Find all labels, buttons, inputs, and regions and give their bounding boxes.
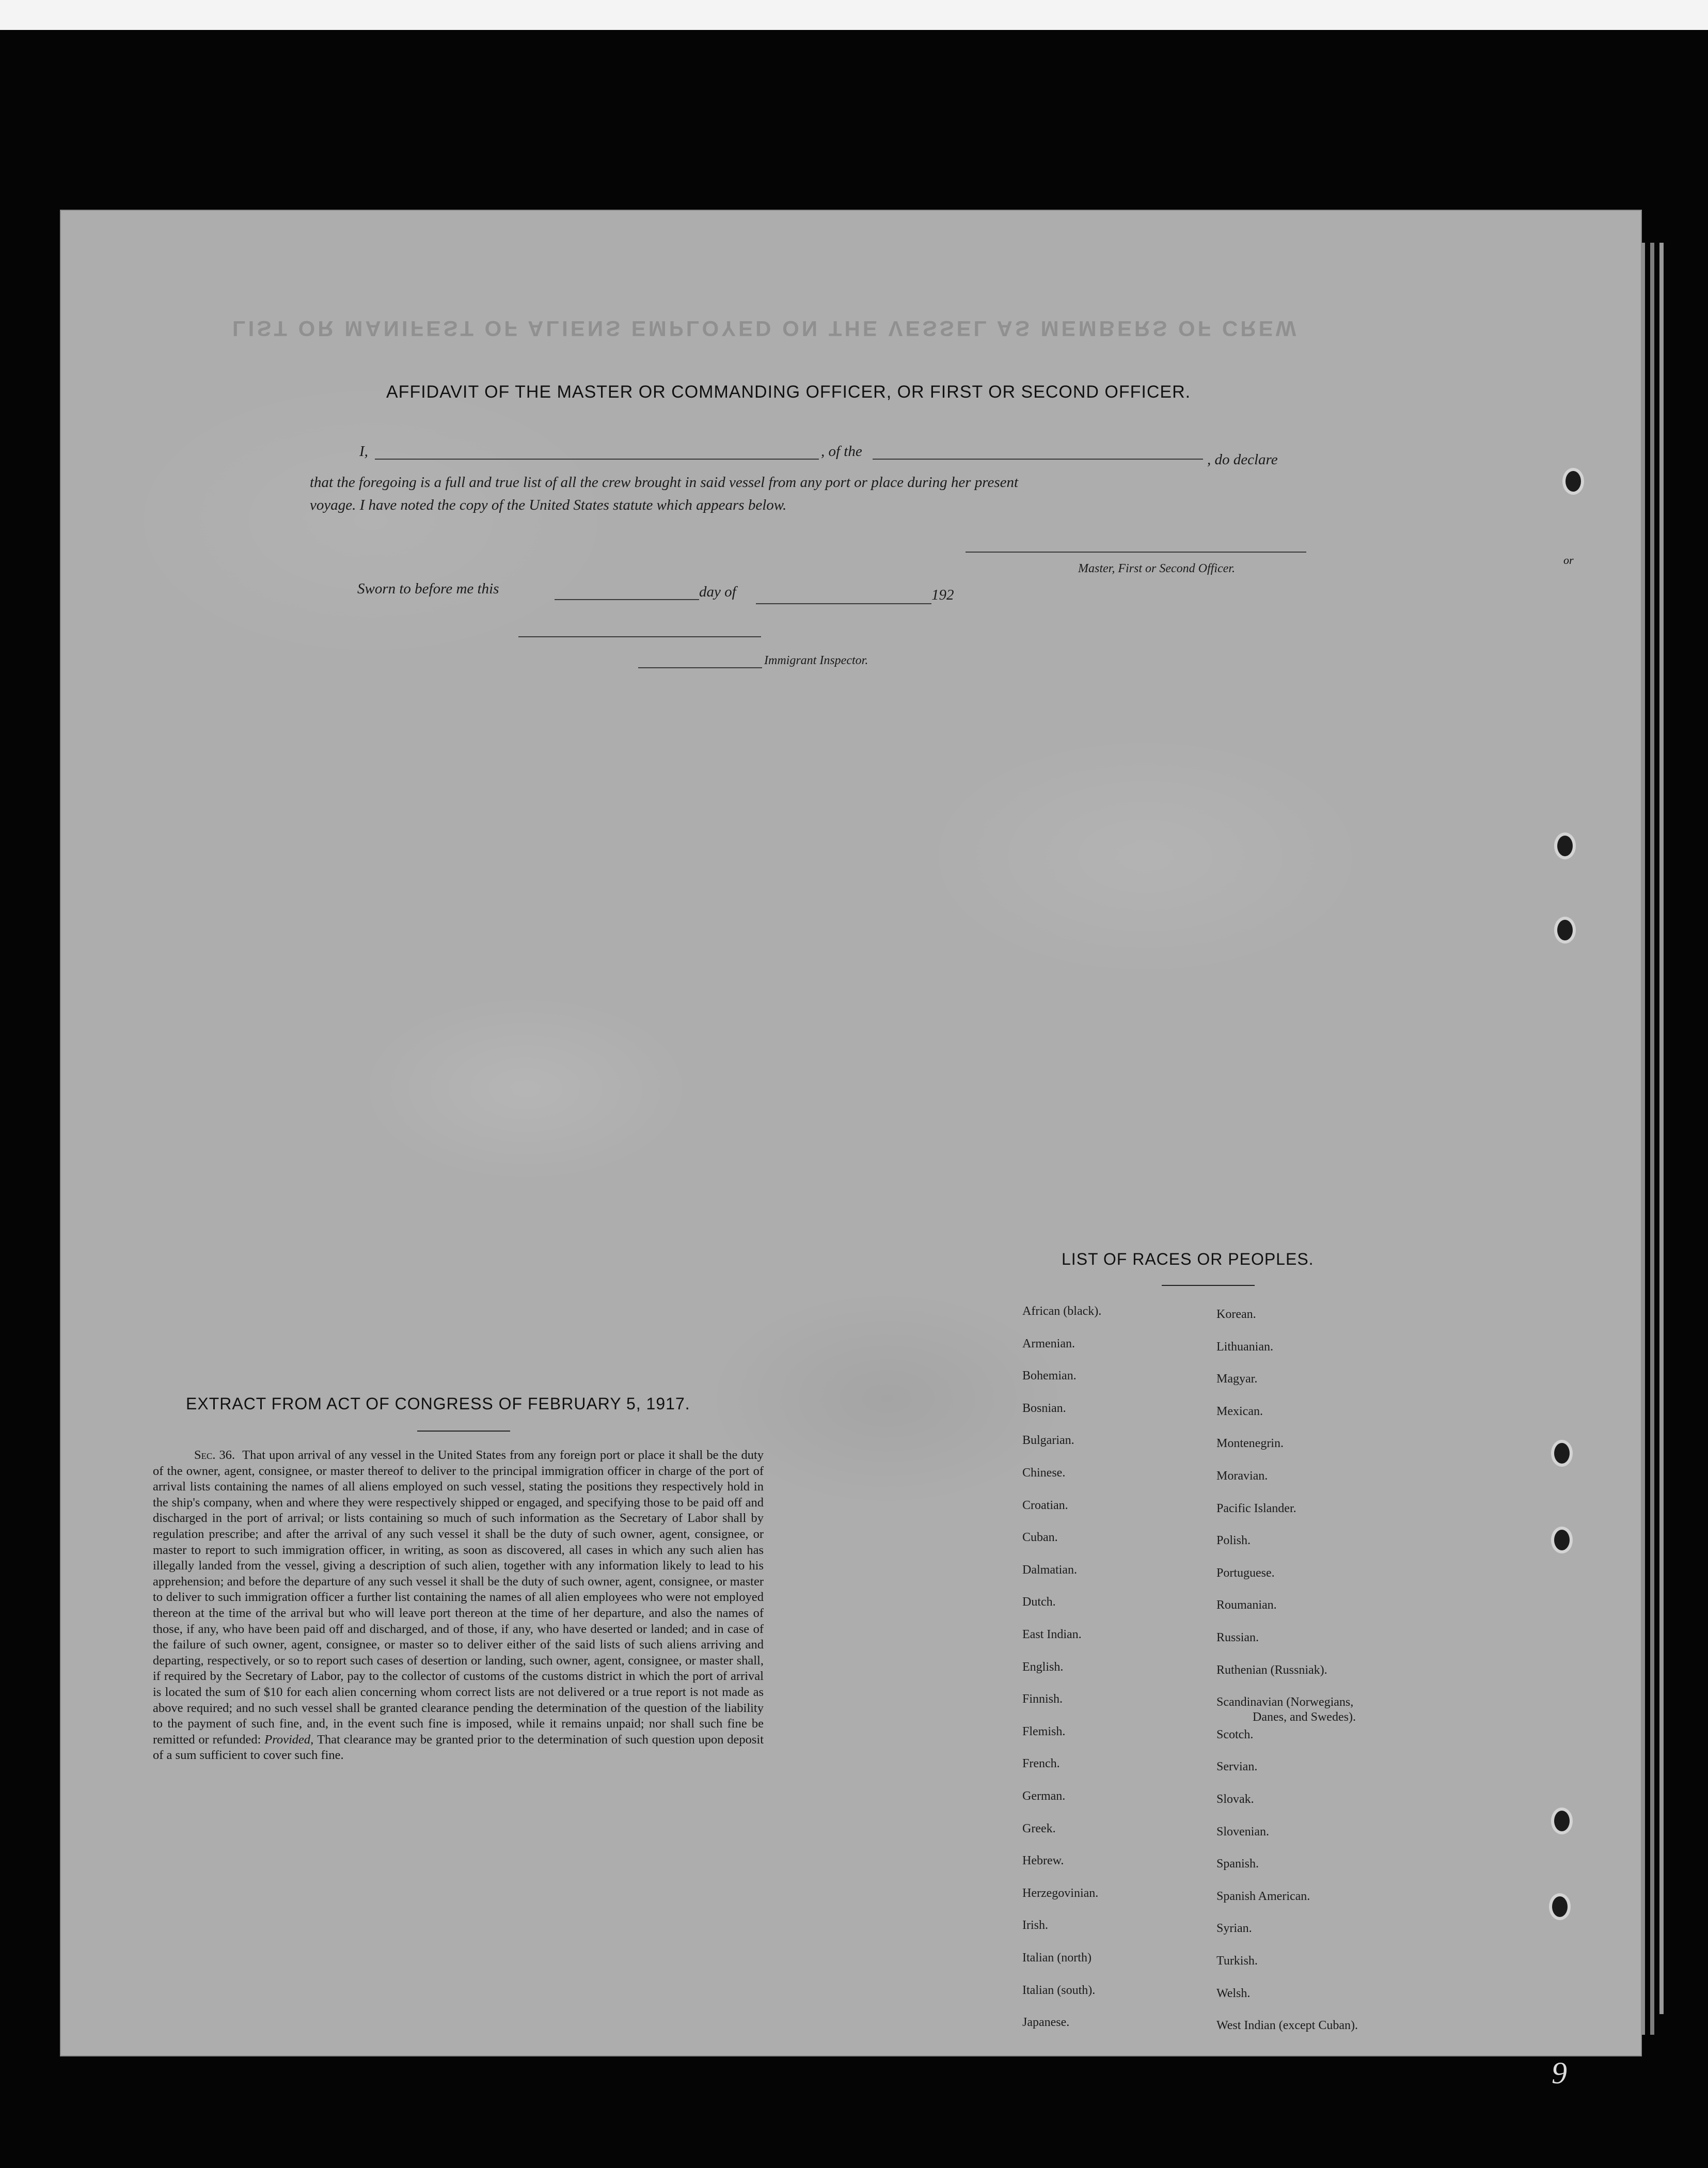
race-item: Welsh. <box>1216 1986 1251 2000</box>
binder-hole-icon <box>1551 1527 1573 1553</box>
race-item: Croatian. <box>1022 1498 1068 1512</box>
race-item: Scotch. <box>1216 1727 1254 1741</box>
race-item: Lithuanian. <box>1216 1340 1273 1354</box>
margin-or-mark: or <box>1563 554 1574 567</box>
vessel-name-line <box>873 459 1203 460</box>
race-item: English. <box>1022 1660 1064 1674</box>
race-item: Spanish. <box>1216 1857 1259 1871</box>
scanner-top-band <box>0 0 1708 30</box>
race-item: African (black). <box>1022 1305 1102 1318</box>
affidavit-declare-label: , do declare <box>1207 451 1278 468</box>
master-caption: Master, First or Second Officer. <box>1078 562 1235 575</box>
race-item: Korean. <box>1216 1308 1256 1321</box>
extract-title-rule <box>417 1431 510 1432</box>
race-item: Russian. <box>1216 1631 1259 1644</box>
race-item: East Indian. <box>1022 1628 1082 1641</box>
affidavit-body-line2: voyage. I have noted the copy of the United States statute which appears below. <box>310 497 787 513</box>
race-item: Italian (south). <box>1022 1983 1096 1997</box>
race-item: French. <box>1022 1757 1060 1771</box>
race-item: Finnish. <box>1022 1692 1063 1706</box>
races-title: LIST OF RACES OR PEOPLES. <box>1062 1250 1314 1268</box>
race-item: Cuban. <box>1022 1531 1058 1545</box>
race-item: Roumanian. <box>1216 1598 1277 1612</box>
master-signature-line <box>966 552 1306 553</box>
race-item: Slovak. <box>1216 1793 1254 1806</box>
race-item: Servian. <box>1216 1760 1258 1774</box>
provided-word: Provided, <box>264 1732 314 1747</box>
race-item: Moravian. <box>1216 1469 1268 1483</box>
race-item: Hebrew. <box>1022 1854 1064 1868</box>
race-item: Japanese. <box>1022 2016 1070 2030</box>
race-item: Bulgarian. <box>1022 1434 1074 1448</box>
race-item: Bohemian. <box>1022 1369 1077 1383</box>
race-item: Dalmatian. <box>1022 1563 1077 1577</box>
day-of-label: day of <box>699 584 736 600</box>
name-signature-line <box>375 459 819 460</box>
race-item: Portuguese. <box>1216 1566 1275 1580</box>
race-item: Montenegrin. <box>1216 1437 1284 1451</box>
year-label: 192 <box>931 587 954 603</box>
race-item: Polish. <box>1216 1534 1251 1548</box>
race-item: Turkish. <box>1216 1954 1258 1968</box>
page-edge <box>1659 243 1664 2014</box>
affidavit-of-the-label: , of the <box>821 443 862 460</box>
race-item: Pacific Islander. <box>1216 1501 1296 1515</box>
race-item: Italian (north) <box>1022 1951 1092 1965</box>
page-edge <box>1650 243 1654 2035</box>
race-item: Chinese. <box>1022 1466 1066 1480</box>
affidavit-i-label: I, <box>359 443 368 460</box>
section-label: Sec. 36. <box>194 1448 235 1462</box>
inspector-caption: Immigrant Inspector. <box>764 654 868 667</box>
sworn-label: Sworn to before me this <box>357 580 499 597</box>
race-item-continuation: Danes, and Swedes). <box>1253 1710 1356 1724</box>
binder-hole-icon <box>1562 468 1584 495</box>
page-number-mark: 9 <box>1552 2056 1567 2090</box>
race-item: Slovenian. <box>1216 1825 1269 1839</box>
race-item: Dutch. <box>1022 1595 1056 1609</box>
race-item: Magyar. <box>1216 1372 1258 1386</box>
race-item: Irish. <box>1022 1919 1048 1933</box>
extract-title: EXTRACT FROM ACT OF CONGRESS OF FEBRUARY 5, 1917. <box>186 1394 690 1413</box>
binder-hole-icon <box>1554 832 1576 859</box>
race-item: Bosnian. <box>1022 1401 1066 1415</box>
binder-hole-icon <box>1549 1893 1571 1920</box>
extract-paragraph <box>153 1448 764 1764</box>
race-item: Ruthenian (Russniak). <box>1216 1663 1327 1677</box>
inspector-caption-line <box>638 667 762 668</box>
race-item: Flemish. <box>1022 1724 1066 1738</box>
binder-hole-icon <box>1554 917 1576 944</box>
page-edge <box>1641 243 1645 2035</box>
bleed-through-heading: LIST OR MANIFEST OF ALIENS EMPLOYED ON THE VESSEL AS MEMBERS OF CREW <box>232 317 1299 341</box>
race-item: Mexican. <box>1216 1404 1263 1418</box>
race-item: Armenian. <box>1022 1337 1075 1350</box>
races-title-rule <box>1162 1285 1255 1286</box>
binder-hole-icon <box>1551 1440 1573 1467</box>
race-item: Greek. <box>1022 1821 1056 1835</box>
inspector-signature-line <box>518 636 761 637</box>
sworn-day-line <box>555 599 699 600</box>
affidavit-title: AFFIDAVIT OF THE MASTER OR COMMANDING OFFICER, OR FIRST OR SECOND OFFICER. <box>386 382 1191 402</box>
binder-hole-icon <box>1551 1808 1573 1834</box>
race-item: West Indian (except Cuban). <box>1216 2019 1358 2033</box>
sworn-month-line <box>756 603 931 604</box>
race-item: Syrian. <box>1216 1922 1252 1936</box>
extract-text-part2: That clearance may be granted prior to the determination of such question upon deposit of a sum sufficient to cover such fine. <box>153 1732 764 1763</box>
affidavit-body-line1: that the foregoing is a full and true list of all the crew brought in said vessel from any port or place during her present <box>310 474 1019 491</box>
race-item: Scandinavian (Norwegians, <box>1216 1695 1354 1709</box>
race-item: Herzegovinian. <box>1022 1886 1099 1900</box>
race-item: Spanish American. <box>1216 1889 1310 1903</box>
race-item: German. <box>1022 1789 1066 1803</box>
extract-text-part1: That upon arrival of any vessel in the United States from any foreign port or place it shall be the duty of the owner, agent, consignee, or master thereof to deliver to the principal immigration officer in charge of the port of arrival lists containing the names of all aliens employed on such vessel, stating the positions they respectively hold in the ship's company, when and where they were respectively shipped or engaged, and specifying those to be paid off and discharged in the port of arrival; or lists containing so much of such information as the Secretary of Labor shall by regulation prescribe; and after the arrival of any such vessel it shall be the duty of such owner, agent, consignee, or master to report to such immigration officer, in writing, as soon as discovered, all cases in which any such alien has illegally landed from the vessel, giving a description of such alien, together with any information likely to lead to his apprehension; and before the departure of any such vessel it shall be the duty of such owner, agent, consignee, or master to deliver to such immigration officer a further list containing the names of all alien employees who were not employed thereon at the time of the arrival but who will leave port thereon at the time of her departure, and also the names of those, if any, who have been paid off and discharged, and of those, if any, who have deserted or landed; and in case of the failure of such owner, agent, consignee, or master so to deliver either of the said lists of such aliens arriving and departing, respectively, or so to report such cases of desertion or landing, such owner, agent, consignee, or master shall, if required by the Secretary of Labor, pay to the collector of customs of the customs district in which the port of arrival is located the sum of $10 for each alien concerning whom correct lists are not delivered or a true report is not made as above required; and no such vessel shall be granted clearance pending the determination of the question of the liability to the payment of such fine, and, in the event such fine is imposed, while it remains unpaid; nor shall such fine be remitted or refunded: <box>153 1448 764 1747</box>
